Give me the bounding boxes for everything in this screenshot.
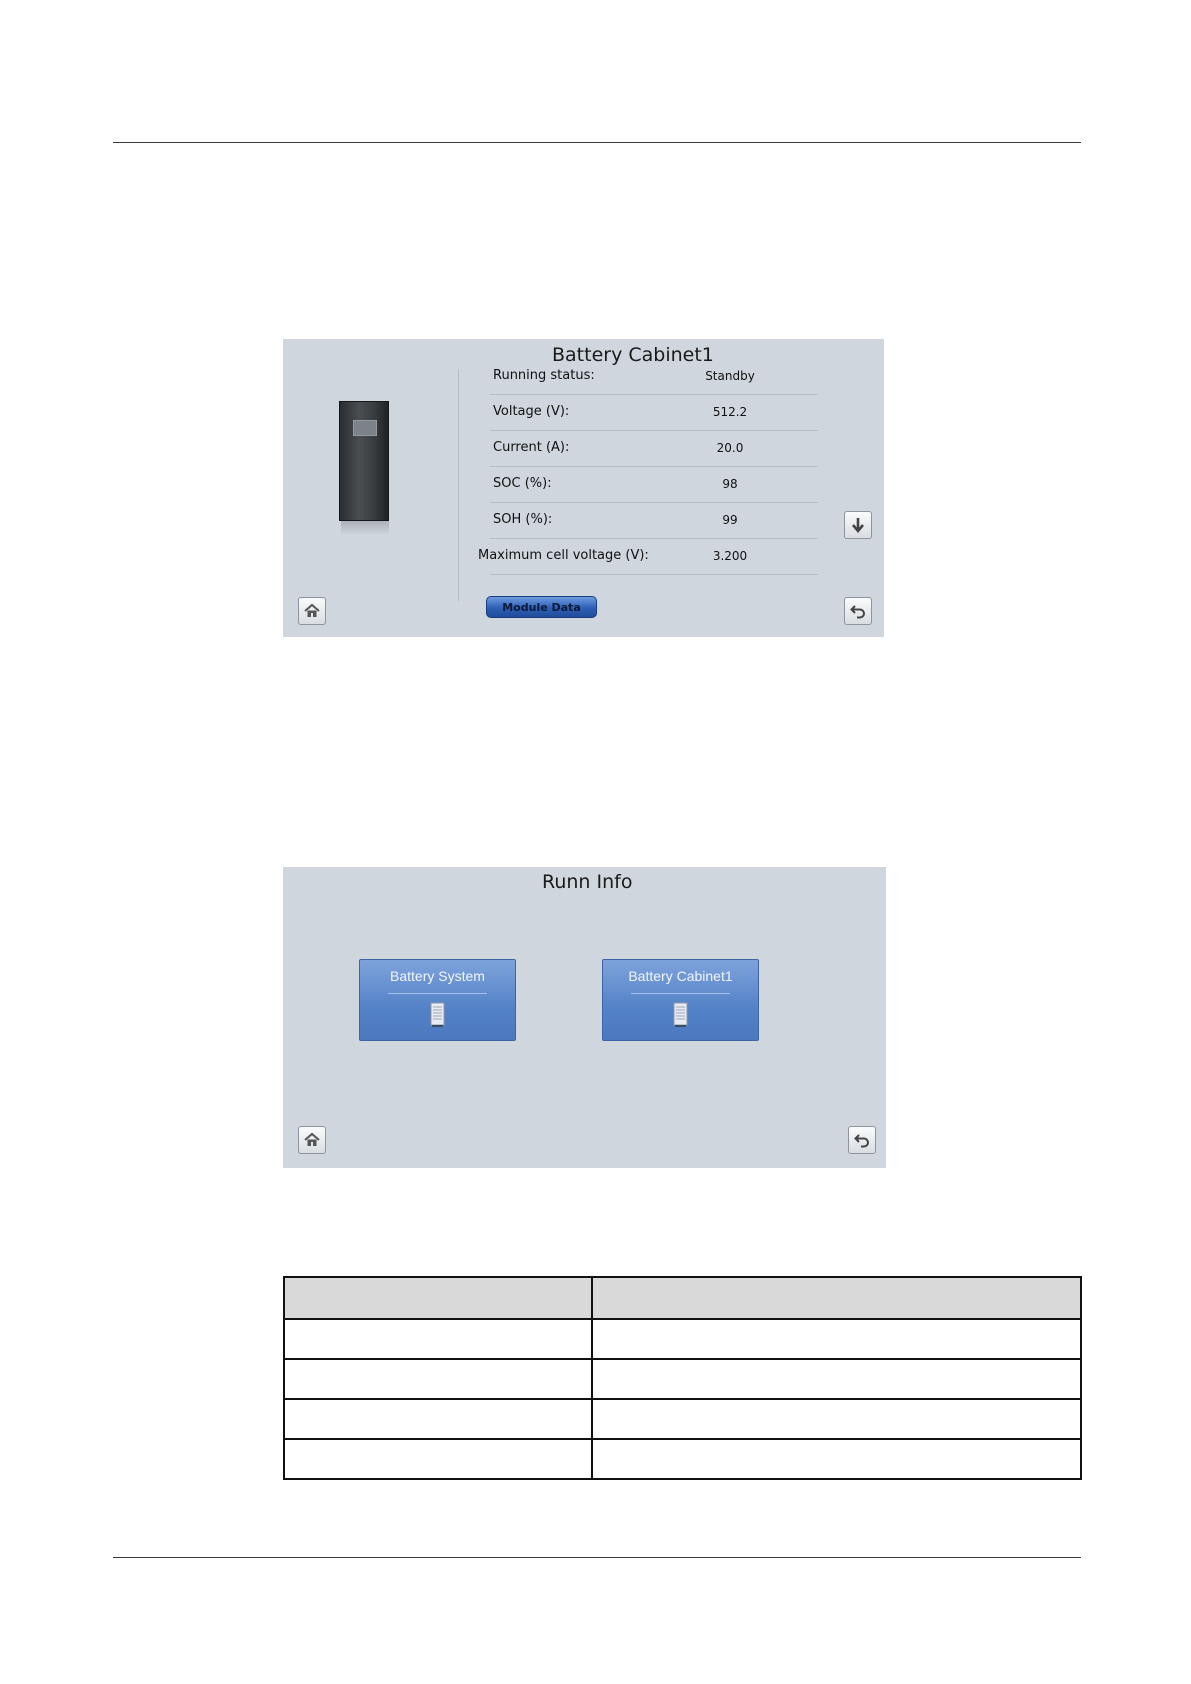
table-header-cell xyxy=(284,1277,592,1319)
module-data-button[interactable]: Module Data xyxy=(486,596,597,618)
scroll-down-button[interactable] xyxy=(844,511,872,539)
home-icon xyxy=(303,1131,321,1149)
cabinet-reflection xyxy=(341,521,389,535)
battery-rack-icon xyxy=(430,1002,445,1028)
info-row-voltage xyxy=(490,395,818,431)
table-cell xyxy=(284,1399,592,1439)
row-value: 512.2 xyxy=(712,405,748,419)
table-header-row xyxy=(284,1277,1081,1319)
table-cell xyxy=(284,1439,592,1479)
screen-title: Runn Info xyxy=(542,871,633,893)
info-row-running-status xyxy=(490,359,818,395)
info-row-soc xyxy=(490,467,818,503)
header-rule xyxy=(113,142,1081,143)
table-cell xyxy=(592,1439,1081,1479)
table-cell xyxy=(592,1319,1081,1359)
table-header-cell xyxy=(592,1277,1081,1319)
row-value: 99 xyxy=(722,513,738,527)
screen-title: Battery Cabinet1 xyxy=(552,344,714,366)
table-cell xyxy=(592,1399,1081,1439)
info-row-max-cell-voltage xyxy=(478,539,818,575)
battery-system-button[interactable] xyxy=(359,959,516,1041)
run-info-screen xyxy=(283,867,886,1168)
table-cell xyxy=(284,1359,592,1399)
footer-rule xyxy=(113,1557,1081,1558)
battery-cabinet-icon xyxy=(339,401,389,521)
table-cell xyxy=(284,1319,592,1359)
row-label: Voltage (V): xyxy=(493,404,570,419)
divider xyxy=(458,369,459,601)
home-button[interactable] xyxy=(298,597,326,625)
row-value: Standby xyxy=(705,369,755,383)
parameter-table xyxy=(283,1276,1082,1480)
table-row xyxy=(284,1439,1081,1479)
row-label: Running status: xyxy=(493,368,595,383)
row-label: SOC (%): xyxy=(493,476,552,491)
info-row-current xyxy=(490,431,818,467)
row-value: 20.0 xyxy=(716,441,744,455)
back-button[interactable] xyxy=(848,1126,876,1154)
battery-cabinet1-button[interactable] xyxy=(602,959,759,1041)
row-value: 98 xyxy=(722,477,738,491)
battery-cabinet-screen xyxy=(283,339,884,637)
row-label: Current (A): xyxy=(493,440,570,455)
battery-rack-icon xyxy=(673,1002,688,1028)
table-row xyxy=(284,1359,1081,1399)
button-label: Battery Cabinet1 xyxy=(628,968,733,984)
table-row xyxy=(284,1319,1081,1359)
row-label: Maximum cell voltage (V): xyxy=(478,548,649,563)
home-icon xyxy=(303,602,321,620)
back-button[interactable] xyxy=(844,597,872,625)
info-row-soh xyxy=(490,503,818,539)
home-button[interactable] xyxy=(298,1126,326,1154)
arrow-down-icon xyxy=(849,516,867,534)
back-icon xyxy=(853,1131,871,1149)
back-icon xyxy=(849,602,867,620)
table-row xyxy=(284,1399,1081,1439)
table-cell xyxy=(592,1359,1081,1399)
row-value: 3.200 xyxy=(712,549,748,563)
row-label: SOH (%): xyxy=(493,512,553,527)
button-label: Battery System xyxy=(390,968,485,984)
